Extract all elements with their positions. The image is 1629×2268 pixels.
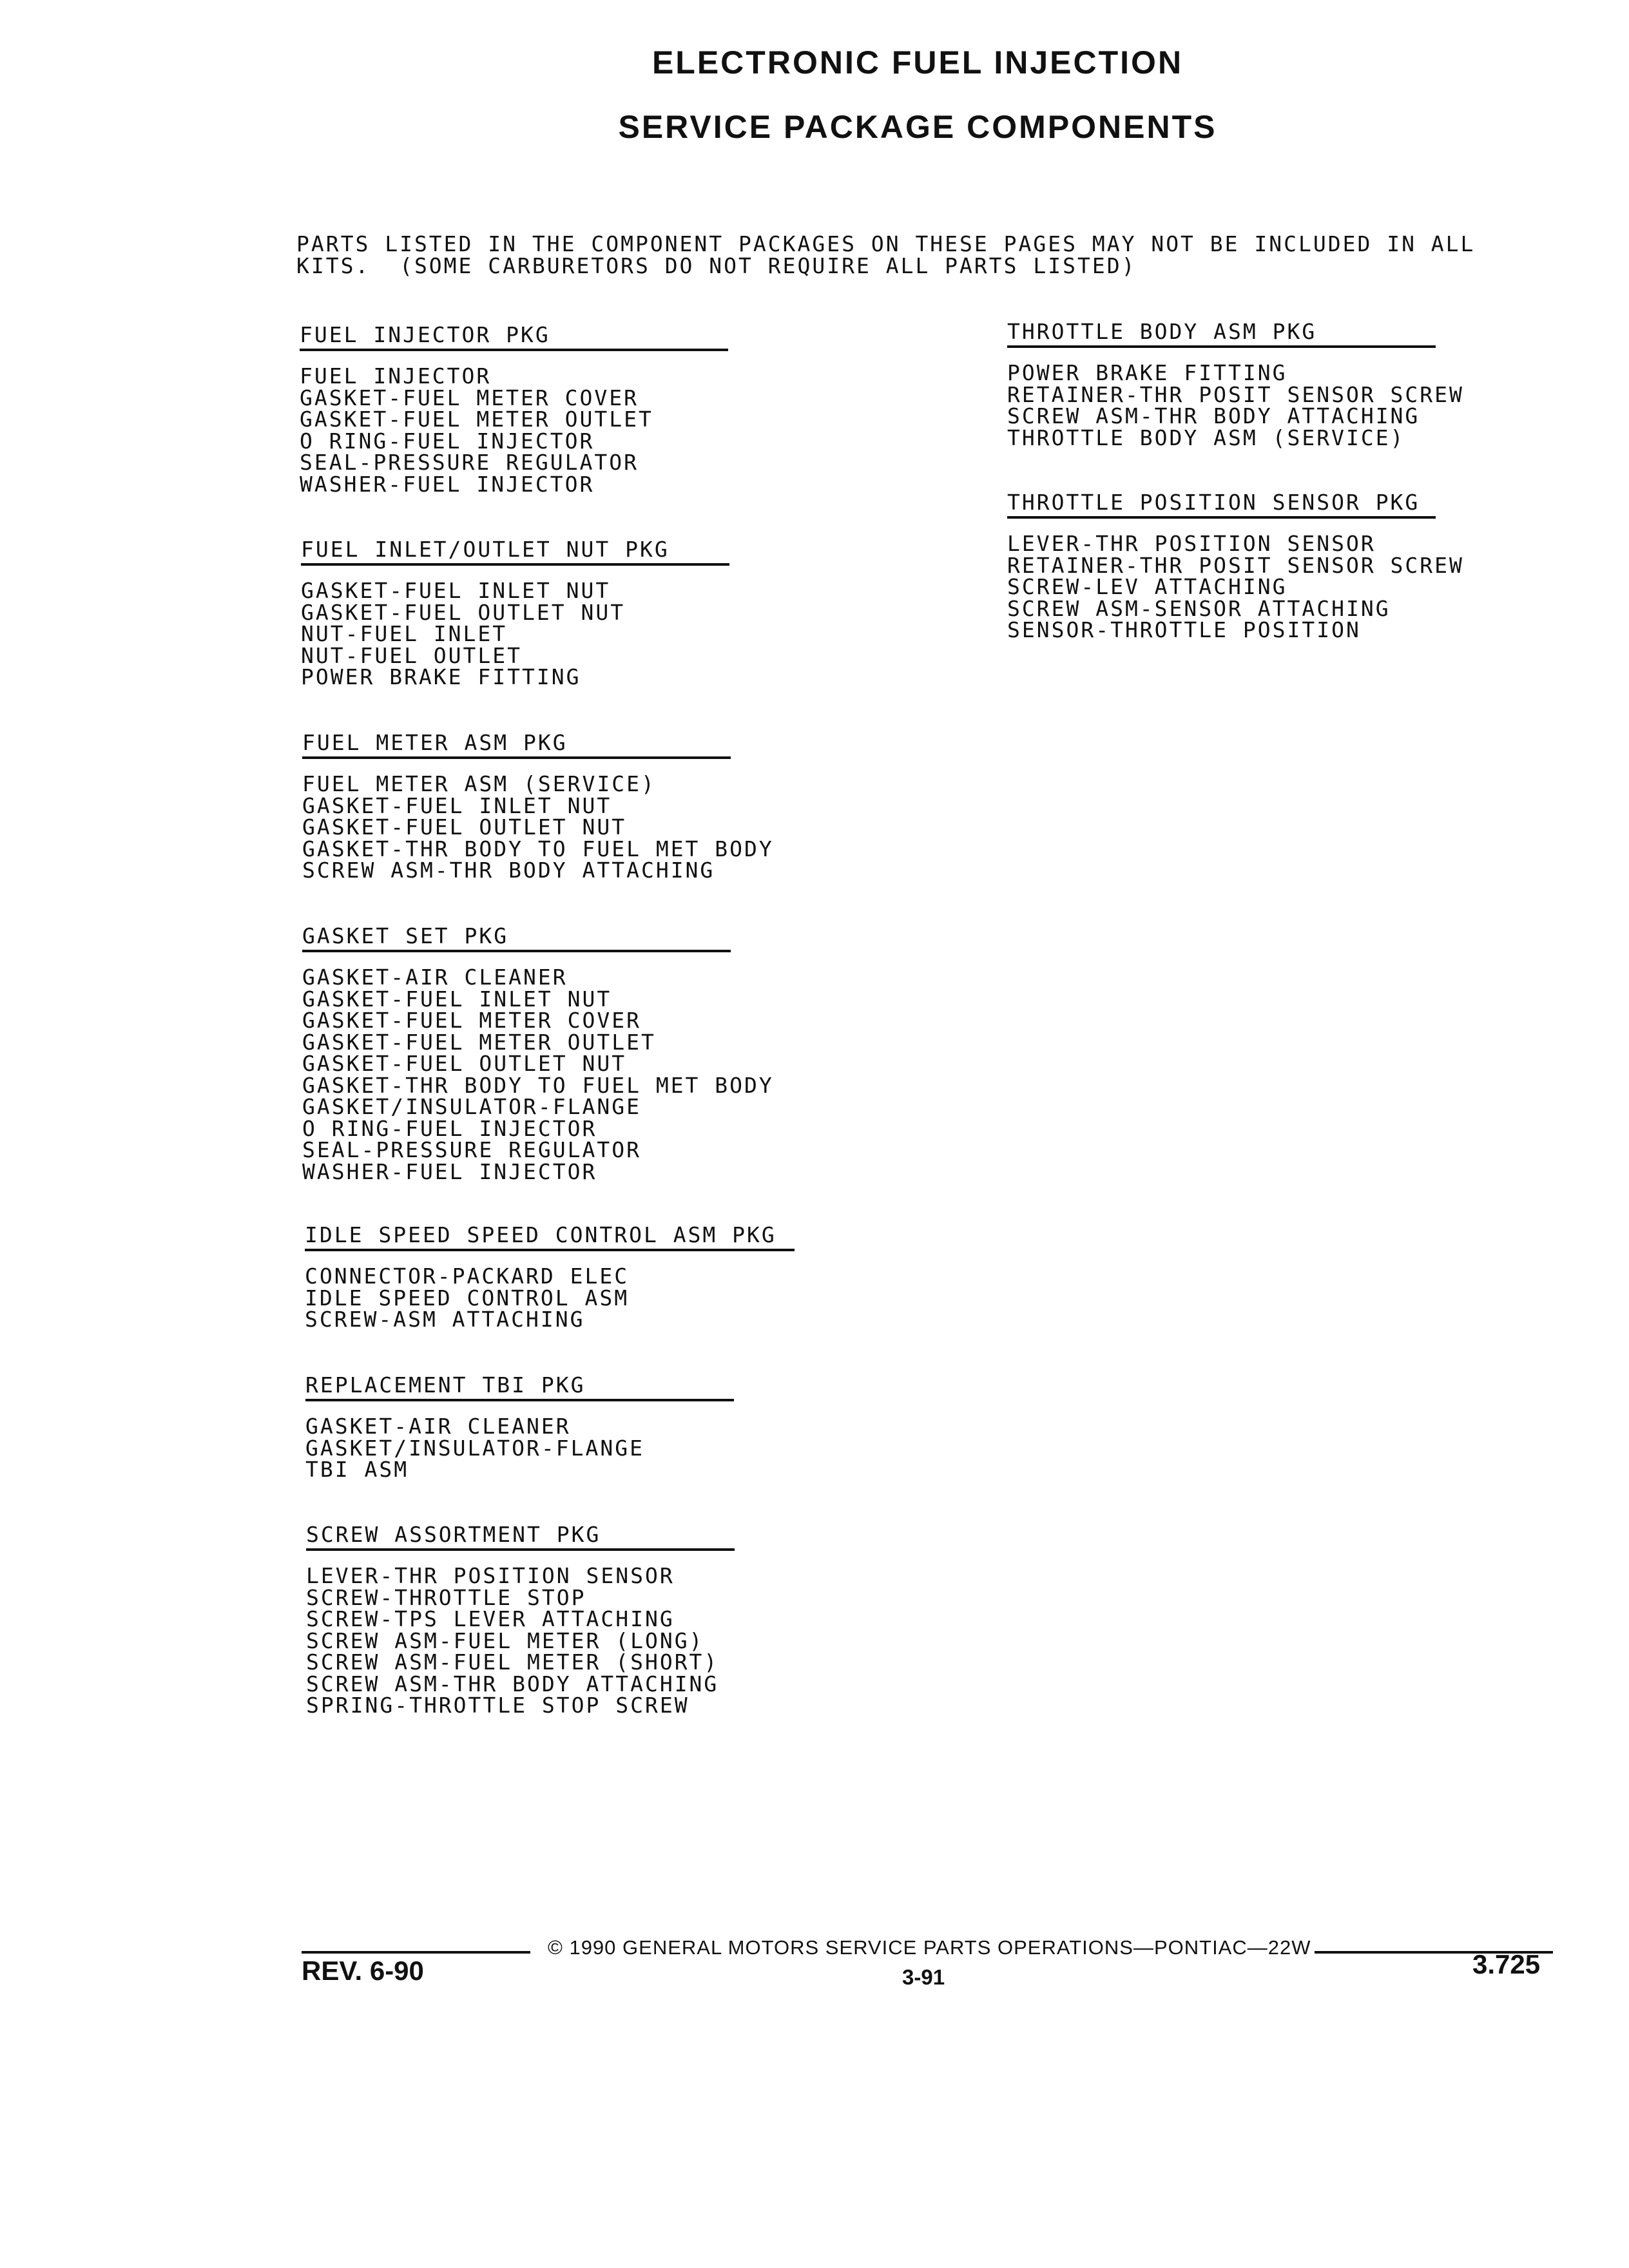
part-item: O RING-FUEL INJECTOR	[302, 1115, 597, 1141]
section-replacement-tbi-pkg	[305, 1372, 795, 1481]
section-heading: THROTTLE BODY ASM PKG	[1007, 319, 1436, 348]
part-item: SCREW ASM-FUEL METER (LONG)	[306, 1628, 704, 1653]
part-item: GASKET/INSULATOR-FLANGE	[302, 1094, 641, 1119]
part-item: SCREW-THROTTLE STOP	[306, 1584, 586, 1610]
part-item: NUT-FUEL OUTLET	[301, 642, 523, 668]
part-item: SEAL-PRESSURE REGULATOR	[300, 450, 639, 475]
part-item: LEVER-THR POSITION SENSOR	[1007, 531, 1376, 556]
part-item: O RING-FUEL INJECTOR	[300, 428, 595, 454]
part-item: SEAL-PRESSURE REGULATOR	[302, 1137, 641, 1162]
section-heading: REPLACEMENT TBI PKG	[305, 1372, 734, 1401]
part-item: GASKET-FUEL METER OUTLET	[302, 1029, 656, 1055]
part-item: LEVER-THR POSITION SENSOR	[306, 1563, 675, 1588]
intro-note: PARTS LISTED IN THE COMPONENT PACKAGES ON THESE PAGES MAY NOT BE INCLUDED IN ALL KITS. (SOME CARBURETORS DO NOT REQUIRE ALL PARTS LISTED)	[296, 231, 1476, 278]
parts-list	[300, 365, 789, 495]
parts-list	[305, 1416, 795, 1481]
section-fuel-meter-asm-pkg	[302, 730, 792, 881]
section-idle-speed-control-asm-pkg	[305, 1222, 795, 1331]
part-item: CONNECTOR-PACKARD ELEC	[305, 1264, 630, 1289]
section-gasket-set-pkg	[302, 923, 792, 1182]
part-item: THROTTLE BODY ASM (SERVICE)	[1007, 425, 1405, 450]
section-heading: THROTTLE POSITION SENSOR PKG	[1007, 490, 1436, 519]
part-item: TBI ASM	[305, 1457, 409, 1482]
page-reference: 3-91	[902, 1965, 945, 1989]
section-fuel-injector-pkg	[300, 322, 789, 495]
part-item: POWER BRAKE FITTING	[1007, 360, 1287, 385]
parts-list	[301, 580, 791, 688]
part-item: IDLE SPEED CONTROL ASM	[305, 1285, 630, 1311]
part-item: SPRING-THROTTLE STOP SCREW	[306, 1693, 689, 1718]
parts-list	[1007, 362, 1497, 448]
part-item: GASKET-FUEL OUTLET NUT	[301, 599, 626, 625]
part-item: GASKET-FUEL METER COVER	[302, 1008, 641, 1033]
part-item: GASKET-FUEL OUTLET NUT	[302, 1051, 627, 1076]
part-item: GASKET-THR BODY TO FUEL MET BODY	[302, 1072, 774, 1098]
part-item: SCREW-LEV ATTACHING	[1007, 574, 1287, 599]
part-item: SCREW ASM-THR BODY ATTACHING	[306, 1671, 719, 1696]
revision-label: REV. 6-90	[302, 1956, 424, 1986]
parts-list	[302, 773, 792, 881]
part-item: RETAINER-THR POSIT SENSOR SCREW	[1007, 552, 1464, 578]
section-heading: GASKET SET PKG	[302, 923, 731, 952]
part-item: SCREW-TPS LEVER ATTACHING	[306, 1606, 675, 1631]
section-heading: SCREW ASSORTMENT PKG	[306, 1522, 735, 1551]
part-item: FUEL METER ASM (SERVICE)	[302, 771, 656, 796]
part-item: NUT-FUEL INLET	[301, 621, 508, 646]
part-item: SCREW-ASM ATTACHING	[305, 1307, 585, 1332]
section-heading: FUEL INLET/OUTLET NUT PKG	[301, 537, 729, 566]
page-title: ELECTRONIC FUEL INJECTION	[651, 44, 1184, 81]
footer-rule-left	[302, 1951, 530, 1954]
part-item: RETAINER-THR POSIT SENSOR SCREW	[1007, 381, 1464, 407]
part-item: GASKET-AIR CLEANER	[305, 1414, 571, 1439]
part-item: SCREW ASM-FUEL METER (SHORT)	[306, 1649, 719, 1675]
part-item: GASKET-FUEL INLET NUT	[302, 986, 612, 1012]
part-item: GASKET-AIR CLEANER	[302, 965, 568, 990]
part-item: SCREW ASM-THR BODY ATTACHING	[302, 858, 715, 883]
page-subtitle: SERVICE PACKAGE COMPONENTS	[618, 109, 1217, 145]
part-item: WASHER-FUEL INJECTOR	[302, 1158, 597, 1184]
part-item: GASKET-FUEL OUTLET NUT	[302, 814, 627, 840]
parts-list	[1007, 533, 1497, 641]
part-item: SCREW ASM-THR BODY ATTACHING	[1007, 403, 1420, 428]
section-throttle-position-sensor-pkg	[1007, 490, 1497, 641]
part-item: SCREW ASM-SENSOR ATTACHING	[1007, 595, 1391, 621]
part-item: SENSOR-THROTTLE POSITION	[1007, 617, 1361, 642]
part-item: GASKET/INSULATOR-FLANGE	[305, 1435, 644, 1461]
section-throttle-body-asm-pkg	[1007, 319, 1497, 448]
part-item: GASKET-FUEL INLET NUT	[302, 793, 612, 818]
part-item: POWER BRAKE FITTING	[301, 664, 581, 689]
page-number: 3.725	[1472, 1949, 1541, 1979]
part-item: GASKET-THR BODY TO FUEL MET BODY	[302, 836, 774, 861]
section-heading: FUEL INJECTOR PKG	[300, 322, 728, 351]
section-heading: IDLE SPEED SPEED CONTROL ASM PKG	[305, 1222, 795, 1251]
parts-list	[302, 966, 792, 1182]
copyright-notice: © 1990 GENERAL MOTORS SERVICE PARTS OPERATIONS—PONTIAC—22W	[548, 1936, 1311, 1959]
parts-list	[305, 1265, 795, 1331]
part-item: WASHER-FUEL INJECTOR	[300, 471, 595, 497]
section-heading: FUEL METER ASM PKG	[302, 730, 731, 759]
section-fuel-inlet-outlet-nut-pkg	[301, 537, 791, 688]
parts-list	[306, 1565, 796, 1716]
section-screw-assortment-pkg	[306, 1522, 796, 1716]
part-item: GASKET-FUEL METER COVER	[300, 385, 639, 410]
part-item: GASKET-FUEL METER OUTLET	[300, 407, 653, 432]
part-item: GASKET-FUEL INLET NUT	[301, 578, 611, 603]
part-item: FUEL INJECTOR	[300, 363, 492, 389]
